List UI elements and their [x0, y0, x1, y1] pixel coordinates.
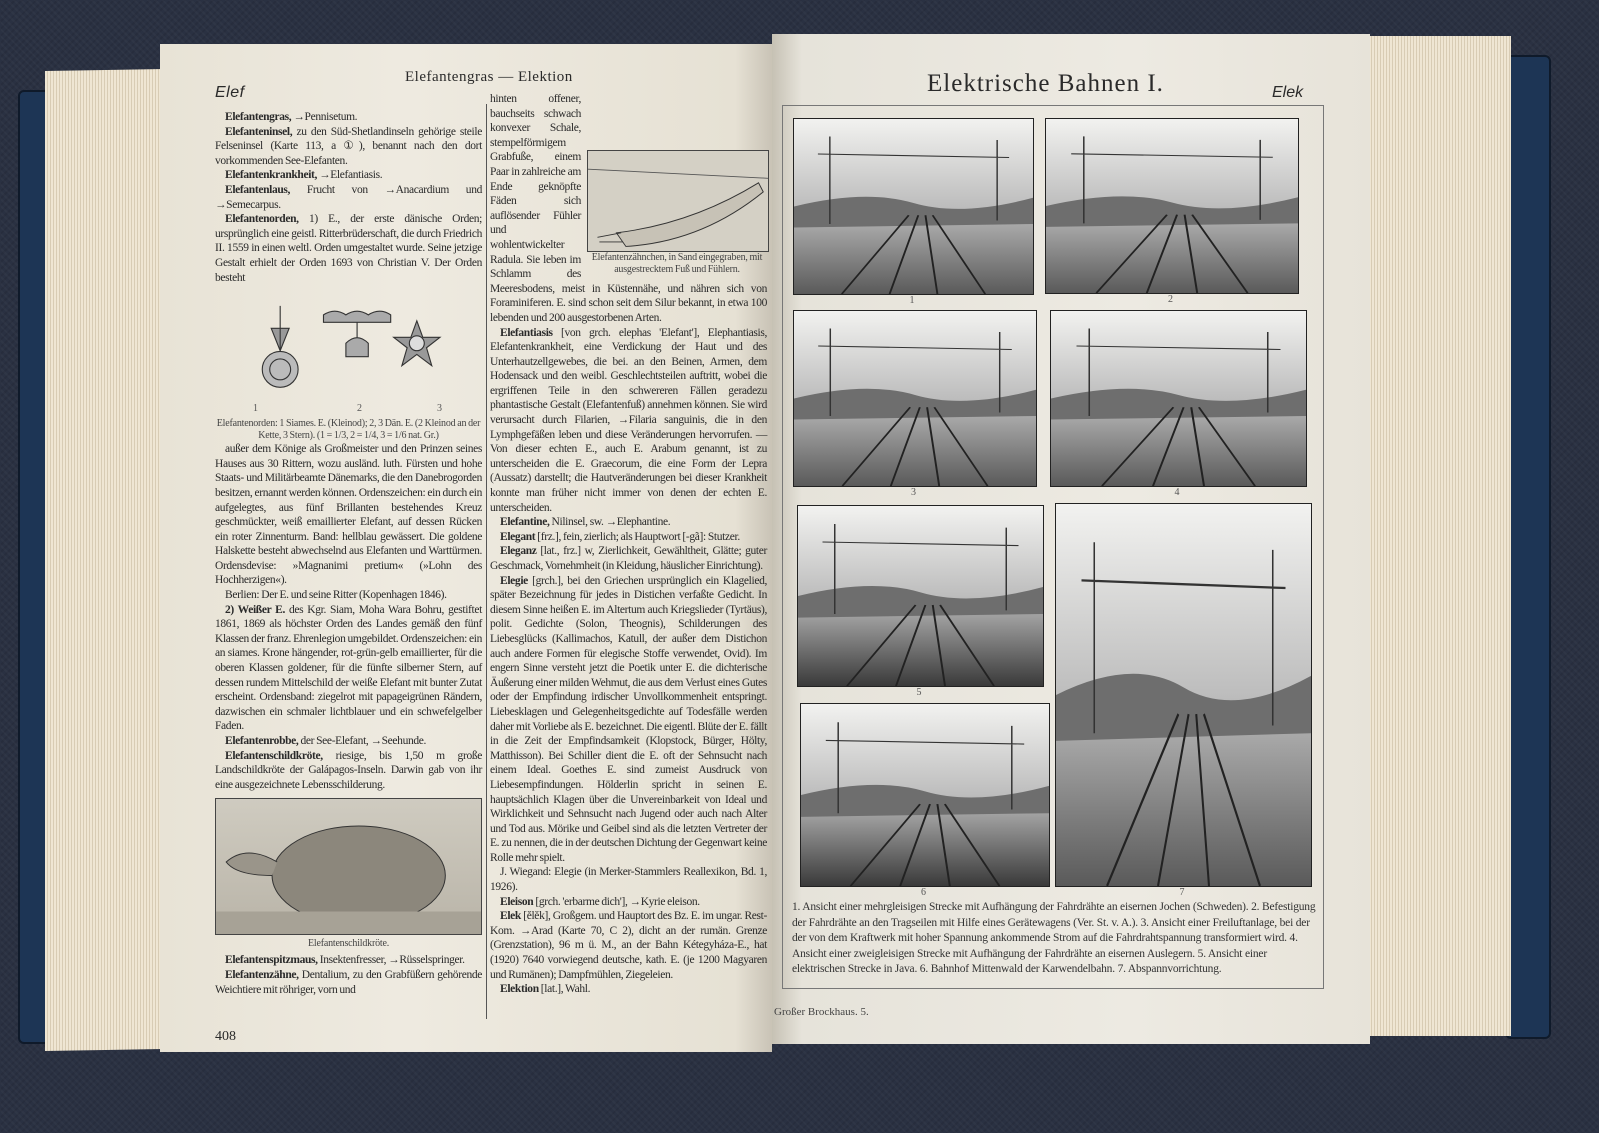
entry-headword: Elefantenschildkröte, [225, 749, 323, 762]
orders-figure-caption: Elefantenorden: 1 Siames. E. (Kleinod); 2, 3 Dän. E. (2 Kleinod an der Kette, 3 Stern). (1 = 1/3, 2 = 1/4, 3 = 1/6 nat. Gr.) [216, 418, 481, 442]
railway-photo [797, 505, 1044, 687]
photo-number: 1 [909, 295, 915, 306]
entry-text: außer dem Könige als Großmeister und den Prinzen seines Hauses aus 30 Rittern, wozu ausländ. luth. Fürsten und hohe Staats- und Militärbeamte Dänemarks, die den Danebrogorden besitzen, ernannt werden können. Ordenszeichen: ein durch ein aufgelegtes, aus fünf Brillanten bestehendes Kreuz geschmückter, weiß emaillierter Elefant, auf dessen Rücken ein roter Zinnenturm. Band: hellblau gewässert. Die goldene Halskette besteht abwechselnd aus Elefanten und Warttürmen. Ordensdevise: »Magnanimi pretium« (»Lohn des Hochherzigen«). [215, 443, 482, 587]
corner-guide-word: Elef [215, 84, 245, 101]
railway-photo [1055, 503, 1312, 887]
tusk-shell-figure [587, 150, 767, 276]
entry-text: [ĕlĕk], Großgem. und Hauptort des Bz. E. im ungar. Rest-Kom. →Arad (Karte 70, C 2), dicht an der rumän. Grenze (Grenzstation), 96 m ü. M., an der Bahn Kétegyháza-E., hat (1920) 7640 vorwiegend deutsche, kath. E. (je 1200 Magyaren und Rumänen); Dampfmühlen, Ziegeleien. [490, 910, 767, 981]
footer-signature: Großer Brockhaus. 5. [774, 1006, 869, 1018]
railway-photo [1045, 118, 1299, 294]
lexicon-entry [215, 168, 482, 183]
entry-text: zu den Süd-Shetlandinseln gehörige steile Felseninsel (Karte 113, a ①), benannt nach den dort vorkommenden See-Elefanten. [215, 125, 482, 167]
entry-text: [lat., frz.] w, Zierlichkeit, Gewähltheit, Glätte; guter Geschmack, Vornehmheit (in Kleidung, häuslicher Einrichtung). [490, 545, 767, 572]
entry-headword: Elefantenkrankheit, [225, 169, 318, 182]
lexicon-entry [215, 749, 482, 793]
entry-text: des Kgr. Siam, Moha Wara Bohru, gestiftet 1861, 1869 als höchster Orden des Landes gemäß den fünf Klassen der franz. Ehrenlegion umgebildet. Ordenszeichen: ein an siames. Krone hängender, rot-grün-gelb emaillierter, für die oberen Klassen goldener, für die fünfte silberner Stern, auf dessen rundem Mittelschild der weiße Elefant mit bunter Zutat erscheint. Ordensband: ziegelrot mit papageigrünen Rändern, dazwischen ein schmaler lichtblauer und ein schwefelgelber Faden. [215, 603, 482, 733]
order-insignia-illustration [215, 291, 482, 403]
tusk-shell-caption: Elefantenzähnchen, in Sand eingegraben, mit ausgestrecktem Fuß und Fühlern. [591, 252, 763, 275]
entry-headword: 2) Weißer E. [225, 603, 285, 616]
lexicon-entry [490, 530, 767, 545]
entry-headword: Elefanteninsel, [225, 125, 293, 138]
railway-photo [793, 118, 1034, 295]
entry-text: Nilinsel, sw. →Elephantine. [549, 516, 671, 529]
figure-number: 1 [253, 403, 258, 415]
lexicon-entry [490, 895, 767, 910]
page-number: 408 [215, 1029, 236, 1044]
entry-headword: Elefantengras, [225, 111, 292, 123]
entry-text: J. Wiegand: Elegie (in Merker-Stammlers Reallexikon, Bd. 1, 1926). [490, 866, 767, 894]
photo-number: 3 [911, 487, 916, 498]
lexicon-entry [490, 982, 767, 997]
entry-text: →Elefantiasis. [317, 169, 383, 182]
entry-text: Insektenfresser, →Rüsselspringer. [317, 954, 465, 967]
page-edges-right [1366, 36, 1511, 1036]
entry-headword: Elek [500, 910, 521, 923]
tortoise-caption: Elefantenschildkröte. [307, 938, 390, 950]
lexicon-entry [490, 326, 767, 516]
lexicon-entry [490, 909, 767, 982]
entry-headword: Elefantenspitzmaus, [225, 954, 318, 967]
lexicon-entry [490, 574, 767, 866]
column-1 [215, 110, 482, 997]
railway-photo [793, 310, 1037, 487]
entry-text: [grch. 'erbarme dich'], →Kyrie eleison. [533, 895, 700, 908]
entry-headword: Elefantenorden, [225, 213, 299, 226]
entry-headword: Elefantiasis [500, 326, 553, 339]
lexicon-entry [215, 442, 482, 588]
entry-text: der See-Elefant, →Seehunde. [298, 735, 427, 747]
entry-headword: Elefantenzähne, [225, 968, 299, 981]
orders-figure [215, 291, 482, 416]
lexicon-entry [215, 125, 482, 169]
column-2 [490, 92, 767, 997]
lexicon-entry [215, 734, 482, 749]
lexicon-entry [215, 953, 482, 968]
lexicon-entry [215, 183, 482, 212]
photo-number: 5 [916, 687, 922, 698]
lexicon-entry [490, 515, 767, 530]
tortoise-illustration [215, 798, 482, 935]
railway-photo [1050, 310, 1307, 487]
entry-headword: Elefantenrobbe, [225, 735, 299, 747]
lexicon-entry [215, 110, 482, 125]
figure-number: 3 [437, 403, 442, 415]
plate-caption: 1. Ansicht einer mehrgleisigen Strecke mit Aufhängung der Fahrdrähte an eisernen Jochen (Schweden). 2. Befestigung der Fahrdrähte an den Tragseilen mit Hilfe eines Gerätewagens (Ver. St. v. A.). 3. Ansicht einer Freiluftanlage, bei der der von dem Kraftwerk mit hoher Spannung ankommende Strom auf die Fahrdrahtspannung transformiert wird. 4. Ansicht einer zweigleisigen Strecke mit Aufhängung der Fahrdrähte an eisernen Auslegern. 5. Ansicht einer elektrischen Strecke in Java. 6. Bahnhof Mittenwald der Karwendelbahn. 7. Abspannvorrichtung. [792, 901, 1316, 975]
entry-text: Frucht von →Anacardium und →Semecarpus. [215, 183, 482, 211]
entry-text: riesige, bis 1,50 m große Landschildkröte der Galápagos-Inseln. Darwin gab von ihr eine ausgezeichnete Lebensschilderung. [215, 749, 482, 791]
plate-title: Elektrische Bahnen I. [927, 70, 1164, 97]
entry-text: [frz.], fein, zierlich; als Hauptwort [-gã]: Stutzer. [535, 530, 740, 543]
lexicon-entry [215, 603, 482, 734]
entry-headword: Elegie [500, 574, 528, 587]
entry-headword: Elegant [500, 530, 536, 543]
tusk-shell-drawing [587, 150, 769, 252]
running-head: Elefantengras — Elektion [405, 69, 573, 85]
figure-number: 2 [357, 403, 362, 415]
lexicon-entry [215, 588, 482, 603]
book-cover-right [1505, 55, 1551, 1039]
lexicon-entry [490, 544, 767, 573]
lexicon-entry [490, 865, 767, 894]
photo-number: 7 [1179, 887, 1185, 898]
lexicon-entry [215, 212, 482, 285]
entry-headword: Elefantenlaus, [225, 183, 291, 196]
entry-headword: Elektion [500, 983, 539, 996]
entry-text: [grch.], bei den Griechen ursprünglich ein Klagelied, später Bezeichnung für jedes in Distichen verfaßte Gedicht. In diesem Sinne heißen E. im Altertum auch Kriegslieder (Tyrtäus), polit. Gedichte (Solon, Theognis), Schilderungen des Liebesglücks (Kallimachos, Katull, der außer dem Distichon auch andere Formen für elegische Stoffe verwendet, Ovid). Im engern Sinne versteht jetzt die Poetik unter E. die dichterische Äußerung einer milden Wehmut, die aus dem Verlust eines Gutes oder der Empfindung irdischer Unvollkommenheit entspringt. Liebesklagen und Gelegenheitsgedichte auf Todesfälle werden daher mit Vorliebe als E. bezeichnet. Die eigentl. Blüte der E. fällt in die Zeit der Empfindsamkeit (Klopstock, Bürger, Hölty, Matthisson). Bei Schiller dient die E. oft der Sehnsucht nach einem Ideal. Goethes E. sind zumeist Ausdruck von Liebesempfindungen. Hölderlin spricht in seinen E. hauptsächlich Klagen über die Unvereinbarkeit von Ideal und Wirklichkeit und Sehnsucht nach Jugend oder auch nach Alter und Tod aus. Mörike und Geibel sind als die letzten Vertreter der E. zu nennen, die in der deutschen Dichtung der Gegenwart keine Rolle mehr spielt. [490, 574, 767, 864]
lexicon-entry [215, 968, 482, 997]
photo-number: 2 [1168, 294, 1173, 305]
entry-text: 1) E., der erste dänische Orden; ursprünglich eine geistl. Ritterbrüderschaft, die durch Friedrich II. 1559 in einen weltl. Orden umgestaltet wurde. Seine jetzige Gestalt erhielt der Orden 1693 von Christian V. Der Orden besteht [215, 213, 482, 284]
entry-continuation: hinten offener, bauchseits schwach konvexer Schale, stempelförmigem Grabfuße, einem Paar in zahlreiche am Ende geknöpfte Fäden sich auflösender Fühler und wohlentwickelter Radula. Sie leben im Schlamm des Meeresbodens, meist in Küstennähe, und nähren sich von Foraminiferen. E. sind schon seit dem Silur bekannt, in etwa 100 lebenden und 200 ausgestorbenen Arten. [490, 93, 767, 324]
entry-text: Dentalium, zu den Grabfüßern gehörende Weichtiere mit röhriger, vorn und [215, 968, 482, 996]
entry-headword: Eleison [500, 895, 534, 908]
photo-number: 4 [1174, 487, 1180, 498]
photo-number: 6 [921, 887, 926, 898]
railway-photo [800, 703, 1050, 887]
entry-text: [von grch. elephas 'Elefant'], Elephantiasis, Elefantenkrankheit, eine Verdickung der Haut und des Unterhautzellgewebes, die bei. an den Beinen, Armen, dem Hodensack und den weibl. Geschlechtsteilen auftritt, wobei die ergriffenen Teile in den schwereren Fällen geradezu phantastische Gestalt (Elefantenfuß) annehmen können. Sie wird verursacht durch Filarien, →Filaria sanguinis, die in den Lymphgefäßen leben und diese Veränderungen hervorrufen. — Von dieser echten E., auch E. Arabum genannt, ist zu unterscheiden die E. Graecorum, die eine Form der Lepra (Aussatz) darstellt; die Hautveränderungen bei dieser Krankheit konnte man früher nicht immer von denen der echten E. unterscheiden. [490, 326, 767, 514]
entry-headword: Elefantine, [500, 516, 550, 529]
left-page [160, 44, 772, 1052]
column-rule [486, 104, 487, 1019]
tortoise-drawing [216, 799, 481, 934]
entry-headword: Eleganz [500, 545, 537, 558]
entry-text: Berlien: Der E. und seine Ritter (Kopenhagen 1846). [225, 589, 447, 602]
entry-text: [lat.], Wahl. [538, 983, 591, 996]
page-edges-left [45, 69, 163, 1051]
corner-guide-word: Elek [1272, 84, 1304, 101]
entry-text: →Pennisetum. [291, 111, 358, 123]
